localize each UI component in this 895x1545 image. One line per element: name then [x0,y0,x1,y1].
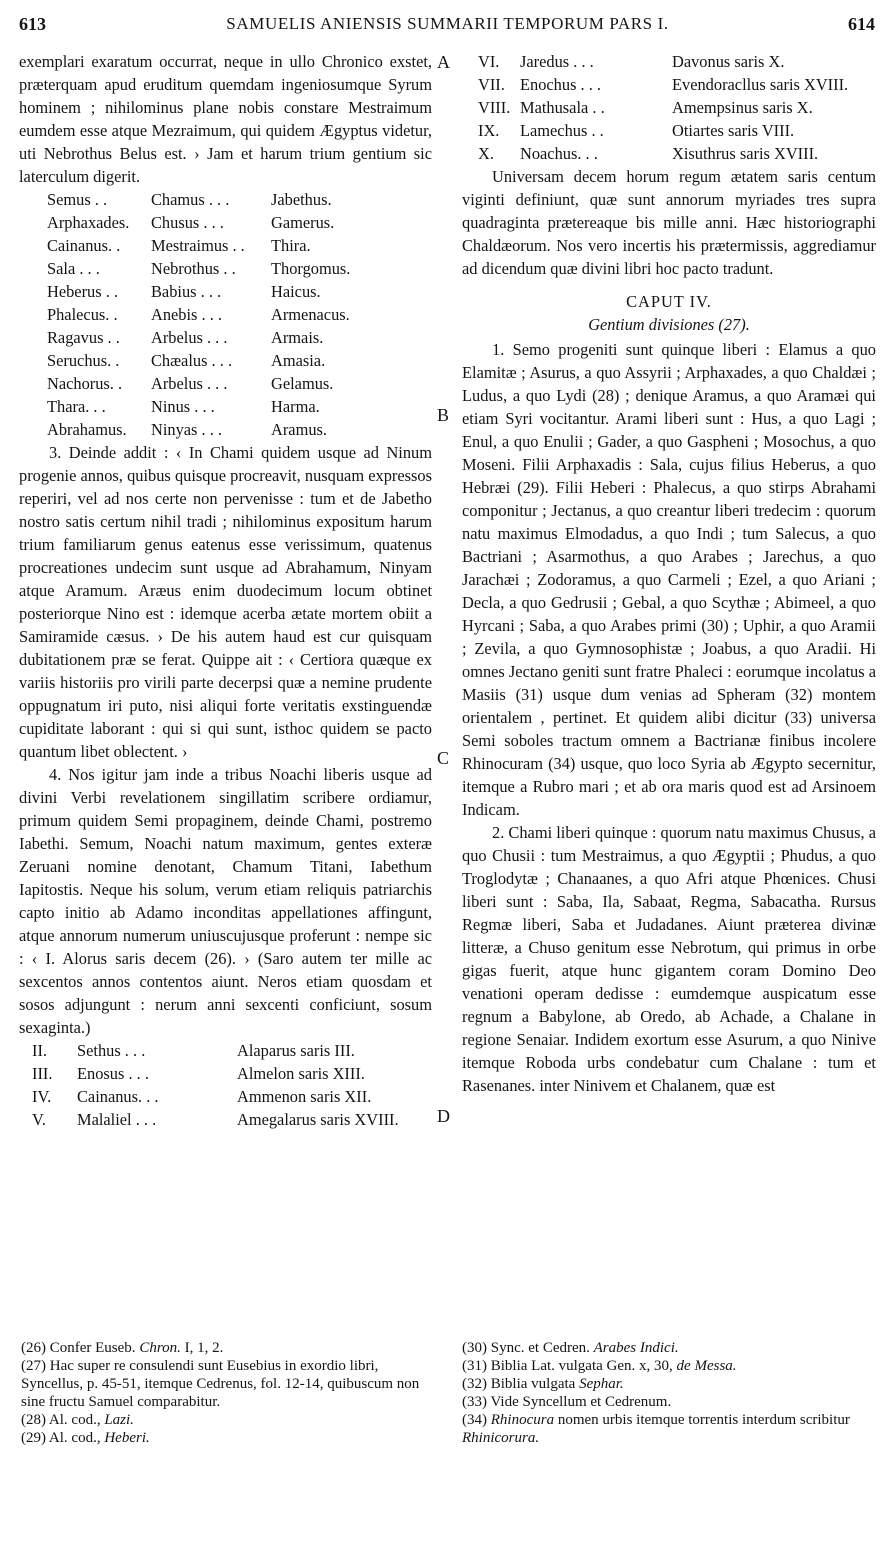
sem-line-name: Abrahamus. [47,420,127,439]
footnotes-left [21,1339,435,1447]
sem-line-name: Semus . . [47,190,108,209]
footnote-text: (30) Sync. et Cedren. [462,1340,594,1356]
paragraph-3: 3. Deinde addit : ‹ In Chami quidem usque ad Ninum progenie annos, quibus quisque procreavit, nusquam expressos reperiri, vel ad nos certe non pervenisse : tum et de Jabetho nostro satis certum nihil tradi ; nihilominus expositum harum trium familiarum genus eatenus esse verissimum, quatenus procreationes undecim sunt usque ad Abrahamum, Ninyam atque Aramum. Aræus enim duodecimum locum obtinet posteriorque Nino est : idemque acerba ætate mortem obiit a Samiramide cæsus. › De his autem haud est cur quisquam dubitationem præ se ferat. Quippe ait : ‹ Certiora quæque ex variis historiis pro virili parte decerpsi quæ a nemine prudente oppugnatum iri puto, nisi aliqui forte veritatis exstinguendæ cupiditate laborant : qui si qui sunt, isthoc quidem se pacto quantum libet oblectent. › [19,443,432,761]
footnote-text: (33) Vide Syncellum et Cedrenum. [462,1394,672,1410]
patriarch-name: Lamechus . . [520,121,604,140]
footnote [462,1411,876,1447]
jabeth-line-name: Amasia. [271,351,326,370]
footnote [21,1339,435,1357]
footnote-text: I, 1, 2. [180,1340,224,1356]
footnote-text: (28) Al. cod., [21,1412,105,1428]
footnote [21,1357,435,1411]
footnote-text: (26) Confer Euseb. [21,1340,140,1356]
footnote-italic: Lazi. [104,1412,134,1428]
king-row [478,96,876,119]
jabeth-line-name: Thorgomus. [271,259,351,278]
jabeth-line-name: Harma. [271,397,320,416]
cham-line-name: Chusus . . . [151,213,224,232]
paragraph-1-sem: 1. Semo progeniti sunt quinque liberi : Elamus a quo Elamitæ ; Asurus, a quo Assyrii ; Arphaxades, a quo Chaldæi ; Ludus, a quo Lydi (28) ; denique Aramus, a quo Aramæi qui etiam Syri vocitantur. Arami liberi sunt : Hus, a quo Lagi ; Enul, a quo Enulii ; Gader, a quo Gaspheni ; Mosochus, a quo Moseni. Filii Arphaxadis : Sala, cujus filius Heberus, a quo Hebræi (29). Filii Heberi : Phalecus, a quo stirps Abrahami componitur ; Jectanus, a quo creantur liberi tredecim : quorum natu maximus Elmodadus, a quo Indi ; tum Salecus, a quo Bactriani ; Asarmothus, a quo Arabes ; Jarechus, a quo Jarachæi ; Zodoramus, a quo Carmeli ; Ezel, a quo Ariani ; Decla, a quo Gedrusii ; Gebal, a quo Scythæ ; Abimeel, a quo Hyrcani ; Saba, a quo Arabes primi (30) ; Uphir, a quo Aramii ; Zevila, a quo Gymnosophistæ ; Joabus, a quo Aradii. Hi omnes Jectano geniti sunt fratre Phaleci : eorumque incolatus a Masiis (31) usque dum venias ad Spheram (32) montem orientalem , pertinet. Et quidem alibi dicitur (33) universa Semi soboles tractum omnem a Bactrianæ finibus incolere Rhinocuram (34) usque, quo loco Syria ab Ægypto secernitur, itemque a Rubro mari ; et ab ora maris quod est ad Arsinoem Indicam. [462,340,876,819]
footnote-italic: Sephar. [579,1376,624,1392]
cham-line-name: Chæalus . . . [151,351,233,370]
chapter-subtitle: Gentium divisiones (27). [588,315,750,334]
margin-letter-d: D [437,1106,450,1126]
paragraph-4: 4. Nos igitur jam inde a tribus Noachi liberis usque ad divini Verbi revelationem singillatim scribere ordiamur, primum quidem Semi propaginem, deinde Chami, postremo Iabethi. Semum, Noachi natum maximum, gentes exteræ Zeruani nomine denotant, Chamum Titani, Iabethum Iapitostis. Neque his solum, verum etiam reliquis patriarchis capto initio ab Adamo inconditas appellationes affingunt, atque annorum numerum uniuscujusque proferunt : nempe sic : ‹ I. Alorus saris decem (26). › (Saro autem ter mille ac sexcentos annos contentos aiunt. Neros etiam quosdam et sosos adjungunt : nerum anni sexcenti conficiunt, sosum sexaginta.) [19,765,432,1037]
patriarch-name: Jaredus . . . [520,52,594,71]
king-numeral: VI. [478,52,500,71]
jabeth-line-name: Gamerus. [271,213,335,232]
chaldean-name: Amegalarus saris XVIII. [237,1110,399,1129]
jabeth-line-name: Jabethus. [271,190,332,209]
footnote-italic: Rhinicorura. [462,1430,540,1446]
footnote [462,1375,876,1393]
patriarch-name: Malaliel . . . [77,1110,157,1129]
genealogy-row [47,303,419,326]
footnote-italic: Chron. [139,1340,181,1356]
left-page-number: 613 [19,14,46,34]
footnote-italic: Arabes Indici. [593,1340,679,1356]
chaldean-name: Amempsinus saris X. [672,98,813,117]
genealogy-row [47,372,419,395]
king-row [478,142,876,165]
chaldean-name: Evendoracllus saris XVIII. [672,75,849,94]
patriarch-name: Mathusala . . [520,98,605,117]
king-row [478,73,876,96]
patriarch-name: Enochus . . . [520,75,602,94]
right-column [462,50,876,1097]
king-row [32,1108,427,1131]
footnote-italic: Rhinocura [490,1412,555,1428]
footnote [462,1357,876,1375]
jabeth-line-name: Armais. [271,328,324,347]
chaldean-name: Ammenon saris XII. [237,1087,372,1106]
margin-letter-b: B [437,405,450,425]
running-title: SAMUELIS ANIENSIS SUMMARII TEMPORUM PARS I. [226,14,669,33]
cham-line-name: Ninus . . . [151,397,215,416]
king-row [32,1039,427,1062]
kings-list-right [478,50,876,165]
footnote-text: (31) Biblia Lat. vulgata Gen. x, 30, [462,1358,677,1374]
cham-line-name: Chamus . . . [151,190,230,209]
margin-letter-a: A [437,52,450,72]
sem-line-name: Sala . . . [47,259,100,278]
cham-line-name: Arbelus . . . [151,374,228,393]
sem-line-name: Nachorus. . [47,374,123,393]
cham-line-name: Mestraimus . . [151,236,245,255]
genealogy-row [47,211,419,234]
footnote-text: nomen urbis itemque torrentis interdum scribitur [554,1412,850,1428]
footnotes-right [462,1339,876,1447]
chapter-heading: CAPUT IV. [626,292,712,311]
margin-letter-c: C [437,748,450,768]
sem-line-name: Heberus . . [47,282,119,301]
genealogy-row [47,418,419,441]
sem-line-name: Arphaxades. [47,213,130,232]
king-numeral: VIII. [478,98,511,117]
king-row [478,50,876,73]
cham-line-name: Nebrothus . . [151,259,236,278]
sem-line-name: Thara. . . [47,397,106,416]
chaldean-name: Xisuthrus saris XVIII. [672,144,819,163]
king-row [32,1062,427,1085]
king-numeral: IX. [478,121,500,140]
king-numeral: II. [32,1041,48,1060]
footnote-italic: de Messa. [676,1358,737,1374]
king-numeral: III. [32,1064,53,1083]
sem-line-name: Phalecus. . [47,305,118,324]
right-page-number: 614 [848,14,875,34]
genealogy-row [47,280,419,303]
patriarch-name: Enosus . . . [77,1064,149,1083]
king-numeral: IV. [32,1087,52,1106]
footnote-text: (32) Biblia vulgata [462,1376,580,1392]
king-row [478,119,876,142]
cham-line-name: Ninyas . . . [151,420,223,439]
sem-line-name: Seruchus. . [47,351,120,370]
genealogy-row [47,326,419,349]
genealogy-row [47,257,419,280]
genealogy-row [47,395,419,418]
cham-line-name: Arbelus . . . [151,328,228,347]
footnote-text: (29) Al. cod., [21,1430,105,1446]
genealogy-table [47,188,419,441]
jabeth-line-name: Aramus. [271,420,327,439]
chaldean-name: Alaparus saris III. [237,1041,355,1060]
king-numeral: VII. [478,75,505,94]
chaldean-name: Davonus saris X. [672,52,785,71]
chaldean-name: Almelon saris XIII. [237,1064,365,1083]
kings-list-left [32,1039,427,1131]
footnote [21,1429,435,1447]
sem-line-name: Cainanus. . [47,236,121,255]
sem-line-name: Ragavus . . [47,328,120,347]
left-intro-paragraph: exemplari exaratum occurrat, neque in ullo Chronico exstet, præterquam apud eruditum quemdam ingeniosumque Syrum hominem ; nihilominus plane nobis constare Mestraimum eumdem esse atque Mezraimum, qui quidem Ægyptus videtur, uti Nebrothus Belus est. › Jam et harum trium gentium sic laterculum digerit. [19,52,432,186]
genealogy-row [47,349,419,372]
genealogy-row [47,188,419,211]
footnote [462,1339,876,1357]
footnote [462,1393,876,1411]
king-numeral: V. [32,1110,46,1129]
kings-summary-paragraph: Universam decem horum regum ætatem saris centum viginti definiunt, quæ sunt annorum myriades tres supra quadraginta prætereaque bis mille anni. Hæc historiographi Chaldæorum. Nos vero incertis his prætermissis, aggrediamur ad dicendum quæ divini libri hoc pacto tradunt. [462,167,876,278]
jabeth-line-name: Haicus. [271,282,321,301]
jabeth-line-name: Thira. [271,236,311,255]
paragraph-2-cham: 2. Chami liberi quinque : quorum natu maximus Chusus, a quo Chusii : tum Mestraimus, a quo Ægyptii ; Phudus, a quo Troglodytæ ; Chanaanes, a quo Afri atque Phœnices. Chusi liberi sunt : Saba, Ila, Sabaat, Regma, Sabacatha. Rursus Regmæ liberi, Saba et Judadanes. Aiunt præterea divinæ litteræ, a Chuso genitum esse Nebrotum, qui primus in orbe gigas fuerit, atque hunc gigantem coram Domino Deo venationi operam dedisse : eumdemque auspicatum esse regnum a Babylone, ab Oredo, ab Achade, a Chalane in regione Senaiar. Indidem exortum esse Asurum, a quo Ninive itemque Roboda urbs condebatur cum Chalane : tum et Rasenanes. inter Ninivem et Chalanem, quæ est [462,823,876,1095]
patriarch-name: Noachus. . . [520,144,598,163]
footnote-text: (27) Hac super re consulendi sunt Eusebius in exordio libri, Syncellus, p. 45-51, itemque Cedrenus, fol. 12-14, quibuscum non sine fructu Samuel comparabitur. [21,1358,420,1410]
cham-line-name: Babius . . . [151,282,222,301]
jabeth-line-name: Armenacus. [271,305,350,324]
cham-line-name: Anebis . . . [151,305,223,324]
genealogy-row [47,234,419,257]
patriarch-name: Cainanus. . . [77,1087,159,1106]
king-row [32,1085,427,1108]
footnote-italic: Heberi. [104,1430,150,1446]
king-numeral: X. [478,144,494,163]
chaldean-name: Otiartes saris VIII. [672,121,795,140]
footnote [21,1411,435,1429]
patriarch-name: Sethus . . . [77,1041,146,1060]
footnote-text: (34) [462,1412,491,1428]
left-column [19,50,432,1131]
jabeth-line-name: Gelamus. [271,374,334,393]
